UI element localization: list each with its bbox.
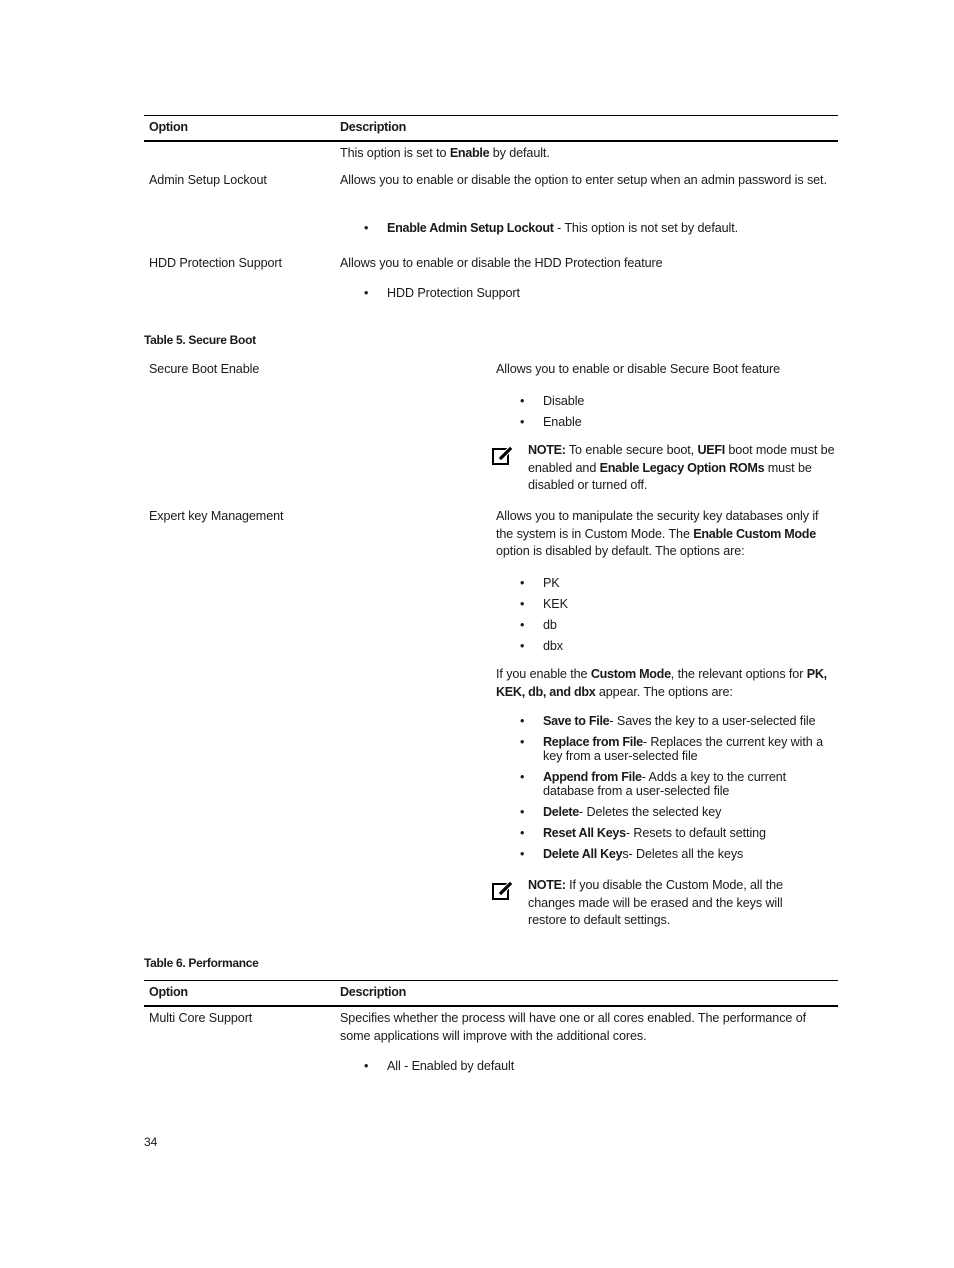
list-item: • Disable (520, 391, 584, 412)
list-item: • dbx (520, 636, 568, 657)
list-item: • Reset All Keys- Resets to default setting (520, 826, 838, 840)
table5-caption: Table 5. Secure Boot (144, 333, 256, 347)
option-secure-boot-enable: Secure Boot Enable (149, 362, 260, 376)
bullet-list-secure-boot (520, 391, 584, 433)
description-admin-setup-lockout: Allows you to enable or disable the option to enter setup when an admin password is set. (340, 173, 827, 187)
list-item: • All - Enabled by default (364, 1058, 514, 1076)
list-item: • Save to File- Saves the key to a user-selected file (520, 714, 838, 728)
description-hdd-protection: Allows you to enable or disable the HDD Protection feature (340, 256, 663, 270)
header-description: Description (340, 120, 406, 134)
bullet-list-admin (364, 220, 834, 238)
table-header-rule (144, 140, 838, 142)
list-item: • Delete All Keys- Deletes all the keys (520, 847, 838, 861)
note-custom-mode: NOTE: If you disable the Custom Mode, all the changes made will be erased and the keys will restore to default settings. (528, 878, 783, 927)
list-item: • HDD Protection Support (364, 285, 520, 303)
option-expert-key-management: Expert key Management (149, 509, 284, 523)
list-item: • Replace from File- Replaces the current key with a key from a user-selected file (520, 735, 838, 763)
option-multi-core-support: Multi Core Support (149, 1011, 253, 1025)
note-secure-boot: NOTE: To enable secure boot, UEFI boot mode must be enabled and Enable Legacy Option ROMs must be disabled or turned off. (528, 443, 835, 492)
note-pencil-icon (492, 445, 514, 467)
table-top-rule (144, 115, 838, 116)
bullet-list-multi-core (364, 1058, 514, 1076)
table6-caption: Table 6. Performance (144, 956, 259, 970)
list-item: • db (520, 615, 568, 636)
list-item: • KEK (520, 594, 568, 615)
list-item: • Enable (520, 412, 584, 433)
table6-header-rule (144, 1005, 838, 1007)
description-secure-boot: Allows you to enable or disable Secure Boot feature (496, 362, 781, 376)
page-number: 34 (144, 1135, 158, 1149)
header-description: Description (340, 985, 406, 999)
description-expert-key: Allows you to manipulate the security key databases only if the system is in Custom Mode. The Enable Custom Mode option is disabled by default. The options are: (496, 509, 819, 558)
continuation-text: This option is set to Enable by default. (340, 146, 550, 160)
bullet-list-keys (520, 573, 568, 657)
description-multi-core: Specifies whether the process will have one or all cores enabled. The performance of some applications will improve with the additional cores. (340, 1011, 806, 1043)
option-admin-setup-lockout: Admin Setup Lockout (149, 173, 267, 187)
list-item: • Append from File- Adds a key to the current database from a user-selected file (520, 770, 838, 798)
list-item: • PK (520, 573, 568, 594)
header-option: Option (149, 120, 188, 134)
note-pencil-icon (492, 880, 514, 902)
list-item: • Delete- Deletes the selected key (520, 805, 838, 819)
header-option: Option (149, 985, 188, 999)
option-hdd-protection: HDD Protection Support (149, 256, 282, 270)
bullet-list-key-options (520, 714, 838, 861)
list-item: • Enable Admin Setup Lockout - This option is not set by default. (364, 220, 834, 238)
bullet-list-hdd (364, 285, 520, 303)
table6-top-rule (144, 980, 838, 981)
custom-mode-paragraph: If you enable the Custom Mode, the relevant options for PK, KEK, db, and dbx appear. The options are: (496, 667, 827, 699)
